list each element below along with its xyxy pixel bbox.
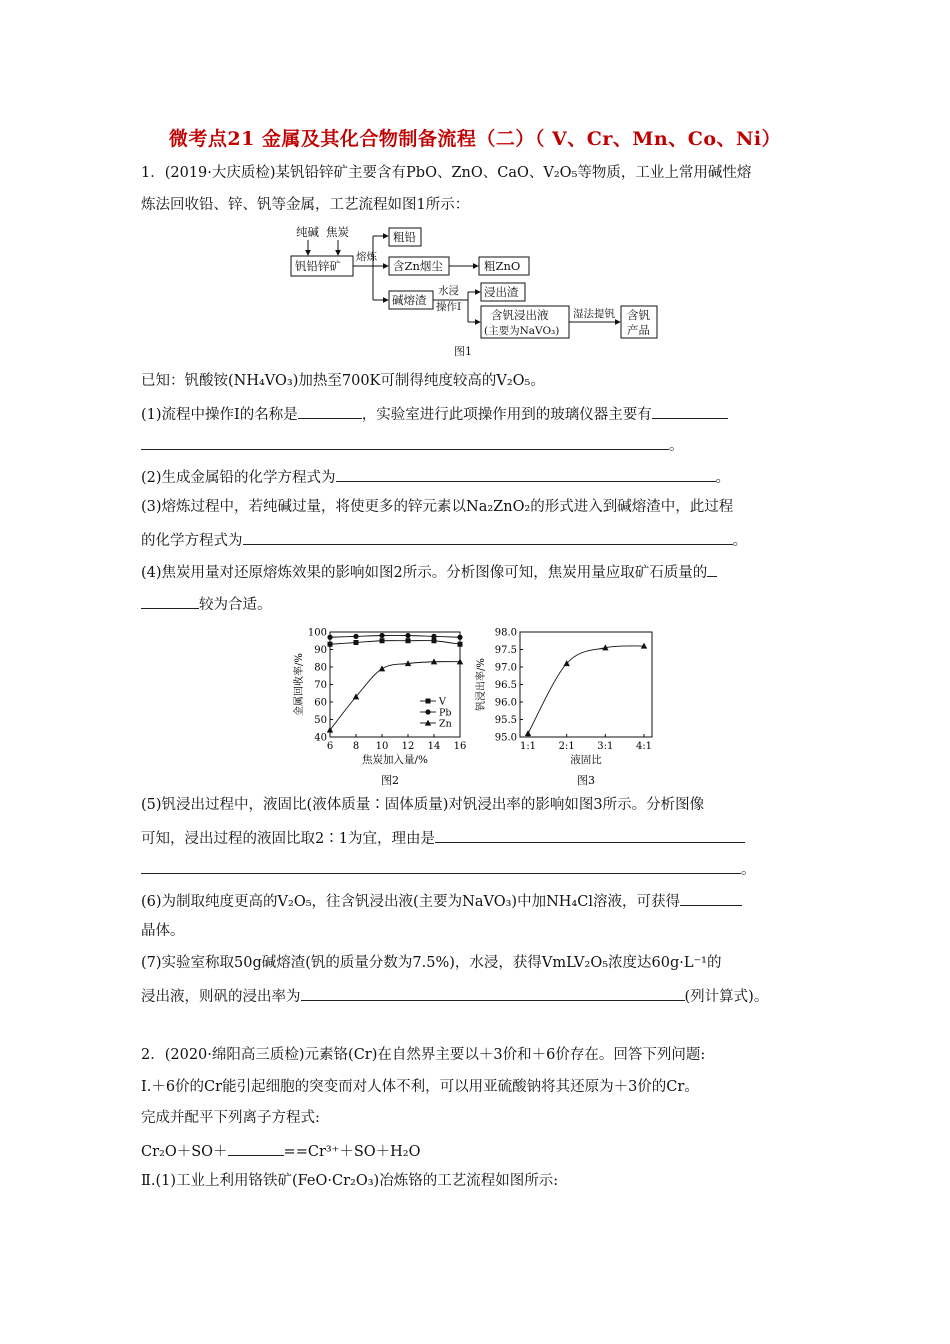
data-point xyxy=(525,730,531,736)
q2-intro: 2．(2020·绵阳高三质检)元素铬(Cr)在自然界主要以＋3价和＋6价存在。回答下列问题: xyxy=(141,1047,706,1063)
chart-fig3-vanadium-leaching xyxy=(472,622,662,787)
flow-product-line2: 产品 xyxy=(627,323,650,337)
legend-marker xyxy=(425,709,430,714)
flow-crude-lead: 粗铅 xyxy=(393,230,416,244)
q1-part3-text: 的化学方程式为 xyxy=(141,533,243,549)
q1-known: 已知：钒酸铵(NH₄VO₃)加热至700K可制得纯度较高的V₂O₅。 xyxy=(141,373,545,389)
q1-part1-text-b: ，实验室进行此项操作用到的玻璃仪器主要有 xyxy=(361,407,652,423)
y-tick-label: 96.0 xyxy=(494,697,517,709)
flow-wet-extract: 湿法提钒 xyxy=(573,308,615,320)
q1-part7-text: 浸出液，则矾的浸出率为 xyxy=(141,989,301,1005)
data-point-V xyxy=(354,640,359,645)
q1-part3-line1: (3)熔炼过程中，若纯碱过量，将使更多的锌元素以Na₂ZnO₂的形式进入到碱熔渣中，此过程 xyxy=(141,499,734,515)
q1-part2-end: 。 xyxy=(715,470,731,486)
page-title: 微考点21 金属及其化合物制备流程（二）（ V、Cr、Mn、Co、Ni） xyxy=(168,128,782,150)
y-tick-label: 100 xyxy=(307,627,327,639)
x-tick-label: 3:1 xyxy=(597,741,614,752)
series-line-Pb xyxy=(330,635,460,637)
flow-diagram-fig1 xyxy=(288,222,668,362)
data-point-Pb xyxy=(431,634,436,639)
x-tick-label: 14 xyxy=(427,741,441,752)
q1-part5-line3 xyxy=(141,858,756,880)
q1-part2 xyxy=(141,466,730,488)
flow-crude-zno: 粗ZnO xyxy=(484,259,521,273)
q2-equation xyxy=(141,1140,421,1162)
legend-label: Zn xyxy=(439,718,452,730)
flow-residue: 浸出渣 xyxy=(484,285,519,299)
flow-product-line1: 含钒 xyxy=(627,308,650,322)
data-point-Pb xyxy=(327,635,332,640)
x-axis-label: 焦炭加入量/% xyxy=(361,754,429,766)
q1-part3-line2 xyxy=(141,529,747,551)
x-tick-label: 2:1 xyxy=(558,741,575,752)
answer-blank[interactable] xyxy=(707,561,717,577)
y-axis-label: 钒浸出率/% xyxy=(476,658,487,711)
y-tick-label: 98.0 xyxy=(494,627,517,639)
q1-part5-text: 可知，浸出过程的液固比取2∶1为宜，理由是 xyxy=(141,831,435,847)
y-tick-label: 97.5 xyxy=(494,645,517,656)
answer-blank[interactable] xyxy=(228,1140,284,1156)
data-point-Pb xyxy=(457,635,462,640)
q1-part5-line1: (5)钒浸出过程中，液固比(液体质量∶固体质量)对钒浸出率的影响如图3所示。分析图像 xyxy=(141,797,705,813)
q1-part7-line1: (7)实验室称取50g碱熔渣(钒的质量分数为7.5%)，水浸，获得VmLV₂O₅浓度达60g·L⁻¹的 xyxy=(141,955,722,971)
legend-marker xyxy=(426,699,431,704)
q1-part1-text-a: (1)流程中操作Ⅰ的名称是 xyxy=(141,407,298,423)
x-tick-label: 6 xyxy=(326,741,334,752)
answer-blank[interactable] xyxy=(336,466,716,482)
y-axis-label: 金属回收率/% xyxy=(294,653,305,716)
x-tick-label: 1:1 xyxy=(519,741,537,752)
q2-equation-left: Cr₂O＋SO＋ xyxy=(141,1144,228,1160)
q2-part-i: Ⅰ.＋6价的Cr能引起细胞的突变而对人体不利，可以用亚硫酸钠将其还原为＋3价的Cr。 xyxy=(141,1079,699,1095)
q1-part7-line2 xyxy=(141,985,768,1007)
y-tick-label: 50 xyxy=(314,715,327,726)
q1-part4-line1 xyxy=(141,561,717,583)
y-tick-label: 95.0 xyxy=(494,732,517,744)
data-point-V xyxy=(458,642,463,647)
q1-part1-line1 xyxy=(141,403,728,425)
data-point-Pb xyxy=(405,633,410,638)
y-tick-label: 90 xyxy=(314,645,327,656)
answer-blank[interactable] xyxy=(141,593,199,609)
fig1-caption: 图1 xyxy=(454,345,472,358)
flow-slag: 碱熔渣 xyxy=(392,293,427,307)
fig2-caption: 图2 xyxy=(381,774,399,787)
q1-intro-line1: 1．(2019·大庆质检)某钒铅锌矿主要含有PbO、ZnO、CaO、V₂O₅等物质，工业上常用碱性熔 xyxy=(141,165,752,181)
q1-part6-line2: 晶体。 xyxy=(141,923,185,939)
flow-reagent-coke: 焦炭 xyxy=(326,225,349,239)
q1-part7-end: (列计算式)。 xyxy=(684,989,769,1005)
y-tick-label: 70 xyxy=(314,680,327,691)
data-point-Pb xyxy=(353,634,358,639)
x-tick-label: 12 xyxy=(401,741,415,752)
legend-label: V xyxy=(439,696,446,708)
x-tick-label: 10 xyxy=(375,741,389,752)
chart-fig2-metal-recovery xyxy=(290,622,470,787)
flow-leachate-note: (主要为NaVO₃) xyxy=(484,325,560,337)
data-point-V xyxy=(406,638,411,643)
y-tick-label: 96.5 xyxy=(494,680,517,691)
flow-reagent-soda: 纯碱 xyxy=(296,225,319,239)
answer-blank[interactable] xyxy=(435,827,745,843)
x-tick-label: 8 xyxy=(352,741,360,752)
flow-ore: 钒铅锌矿 xyxy=(295,259,341,273)
data-point-Pb xyxy=(379,633,384,638)
answer-blank[interactable] xyxy=(141,434,669,450)
q1-part1-line2 xyxy=(141,434,684,456)
data-point-V xyxy=(432,638,437,643)
data-point-V xyxy=(380,638,385,643)
y-tick-label: 95.5 xyxy=(494,715,517,726)
flow-leachate: 含钒浸出液 xyxy=(491,308,549,322)
data-point-Zn xyxy=(379,665,385,671)
x-axis-label: 液固比 xyxy=(570,754,602,766)
answer-blank[interactable] xyxy=(298,403,362,419)
q1-part2-text: (2)生成金属铅的化学方程式为 xyxy=(141,470,336,486)
y-tick-label: 97.0 xyxy=(494,662,517,674)
y-tick-label: 80 xyxy=(314,662,327,674)
q2-equation-right: ==Cr³⁺＋SO＋H₂O xyxy=(283,1144,421,1160)
q1-part4-line2 xyxy=(141,593,272,615)
q1-part1-end: 。 xyxy=(669,438,684,454)
plot-frame xyxy=(520,632,652,737)
flow-smelt: 熔炼 xyxy=(356,251,377,263)
flow-operation: 操作Ⅰ xyxy=(436,301,462,313)
series-line-V xyxy=(330,640,460,644)
answer-blank[interactable] xyxy=(652,403,728,419)
q1-part4-text: (4)焦炭用量对还原熔炼效果的影响如图2所示。分析图像可知，焦炭用量应取矿石质量的 xyxy=(141,565,708,581)
q2-part-ii: Ⅱ.(1)工业上利用铬铁矿(FeO·Cr₂O₃)冶炼铬的工艺流程如图所示: xyxy=(141,1173,559,1189)
q1-part5-line2 xyxy=(141,827,745,849)
y-tick-label: 40 xyxy=(314,732,327,744)
q1-part4-end: 较为合适。 xyxy=(199,597,272,613)
q1-intro-line2: 炼法回收铅、锌、钒等金属，工艺流程如图1所示： xyxy=(141,197,470,213)
data-point-V xyxy=(328,642,333,647)
answer-blank[interactable] xyxy=(141,858,741,874)
fig3-caption: 图3 xyxy=(577,774,595,787)
y-tick-label: 60 xyxy=(314,697,327,709)
answer-blank[interactable] xyxy=(243,529,733,545)
answer-blank[interactable] xyxy=(301,985,685,1001)
q1-part6-text: (6)为制取纯度更高的V₂O₅，往含钒浸出液(主要为NaVO₃)中加NH₄Cl溶液，可获得 xyxy=(141,894,680,910)
answer-blank[interactable] xyxy=(680,890,742,906)
flow-water-leach: 水浸 xyxy=(438,285,459,297)
q1-part6-line1 xyxy=(141,890,742,912)
series-line xyxy=(528,646,644,734)
x-tick-label: 16 xyxy=(453,741,467,752)
q2-balance: 完成并配平下列离子方程式: xyxy=(141,1110,320,1126)
q1-part3-end: 。 xyxy=(732,533,747,549)
x-tick-label: 4:1 xyxy=(635,741,653,752)
q1-part5-end: 。 xyxy=(741,862,756,878)
legend-label: Pb xyxy=(439,707,452,719)
flow-zn-dust: 含Zn烟尘 xyxy=(393,259,443,273)
